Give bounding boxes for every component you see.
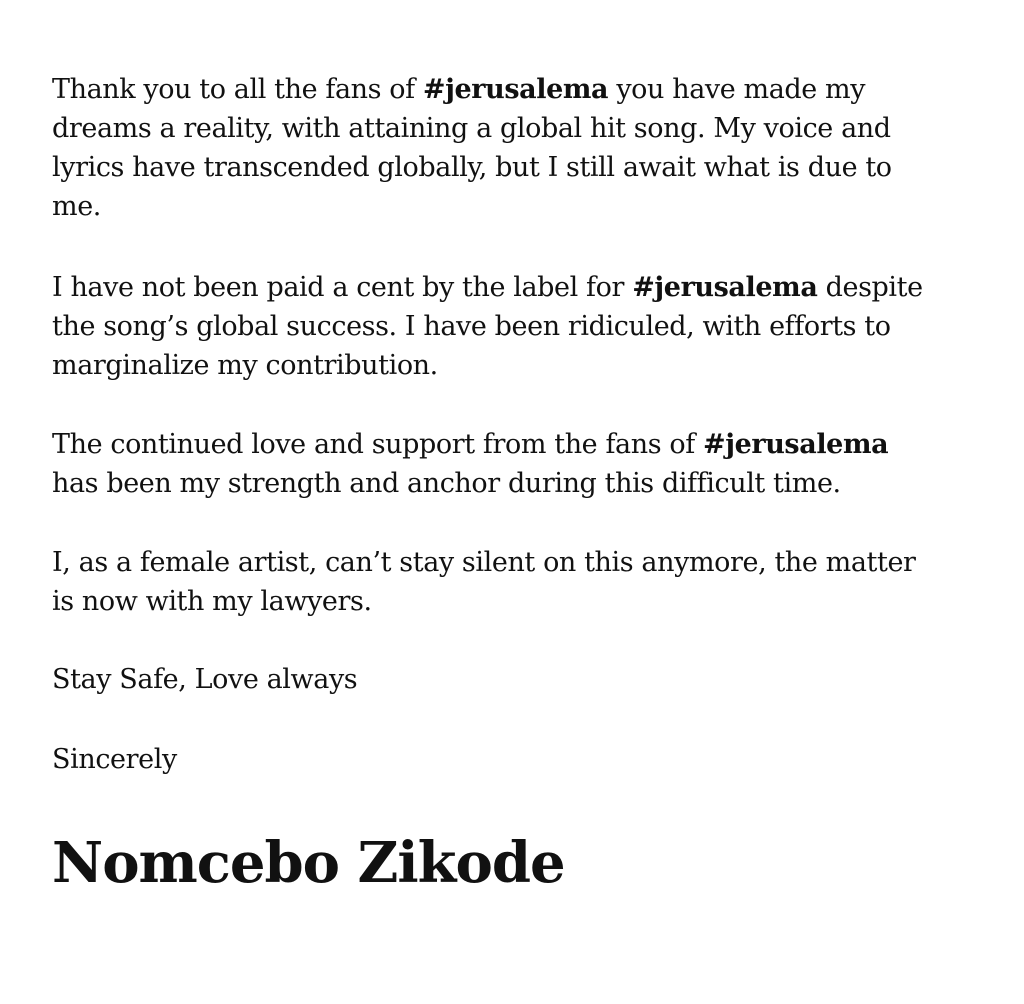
sincerely <box>52 740 177 779</box>
hashtag: #jerusalema <box>422 74 609 105</box>
paragraph-lawyers <box>52 543 916 621</box>
text: I have not been paid a cent by the label for <box>52 272 633 303</box>
text: The continued love and support from the fans of <box>52 429 703 460</box>
text-line: dreams a reality, with attaining a global hit song. My voice and <box>52 113 891 144</box>
text-line: the song’s global success. I have been ridiculed, with efforts to <box>52 311 891 342</box>
text: you have made my <box>608 74 866 105</box>
hashtag: #jerusalema <box>703 429 889 460</box>
text-line: me. <box>52 191 101 222</box>
paragraph-support <box>52 425 888 503</box>
text-line: I, as a female artist, can’t stay silent on this anymore, the matter <box>52 547 916 578</box>
hashtag: #jerusalema <box>632 272 818 303</box>
text-line: marginalize my contribution. <box>52 350 438 381</box>
paragraph-thanks <box>52 70 892 226</box>
text: Thank you to all the fans of <box>52 74 423 105</box>
closing-line <box>52 660 357 699</box>
text-line: lyrics have transcended globally, but I still await what is due to <box>52 152 892 183</box>
text-line: Stay Safe, Love always <box>52 664 358 695</box>
text-line <box>52 268 923 307</box>
paragraph-payment <box>52 268 923 385</box>
text-line <box>52 425 888 464</box>
text-line: is now with my lawyers. <box>52 586 372 617</box>
text-line <box>52 70 892 109</box>
text-line: has been my strength and anchor during this difficult time. <box>52 468 841 499</box>
text-line: Sincerely <box>52 744 177 775</box>
text: despite <box>817 272 923 303</box>
signature-name: Nomcebo Zikode <box>52 830 565 896</box>
